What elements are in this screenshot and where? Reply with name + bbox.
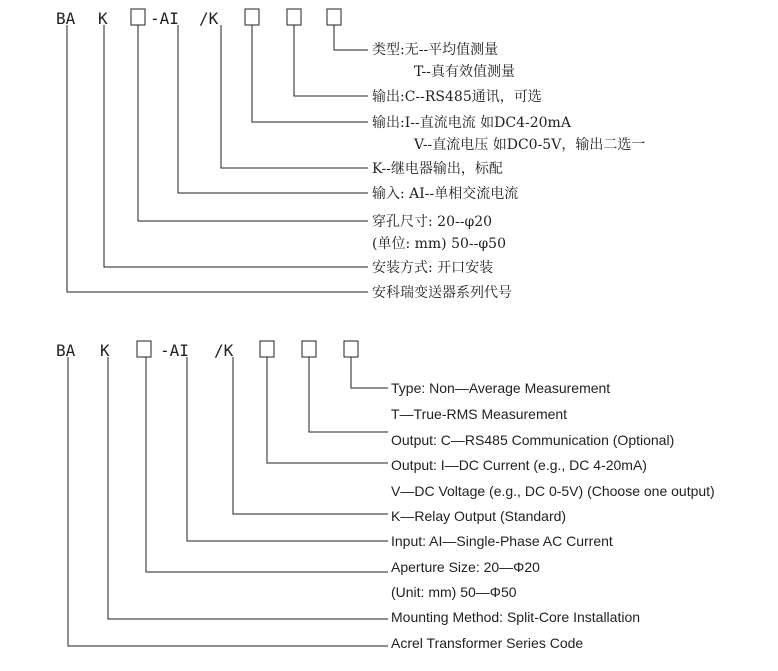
en-leader-series (68, 357, 388, 646)
en-leader-type (351, 357, 388, 388)
cn-desc-relay: K--继电器输出，标配 (372, 161, 503, 177)
en-desc-relay: K—Relay Output (Standard) (391, 508, 567, 524)
en-desc-type-rms: T—True-RMS Measurement (391, 406, 568, 422)
cn-desc-series: 安科瑞变送器系列代号 (372, 285, 512, 301)
cn-leader-type (334, 25, 368, 50)
en-leader-comm (309, 357, 388, 432)
cn-code-box-comm (287, 9, 301, 25)
en-desc-output-current: Output: I—DC Current (e.g., DC 4-20mA) (391, 457, 647, 473)
en-desc-comm: Output: C—RS485 Communication (Optional) (391, 432, 675, 448)
en-code-box-type (344, 341, 358, 357)
cn-code-ai: -AI (150, 9, 179, 28)
cn-desc-aperture-unit: (单位: mm) 50--φ50 (372, 236, 506, 252)
en-leader-relay (233, 357, 388, 514)
cn-desc-type: 类型:无--平均值测量 (372, 42, 499, 58)
cn-leader-aperture (138, 25, 368, 221)
en-desc-mounting: Mounting Method: Split-Core Installation (391, 609, 641, 625)
en-diagram (56, 341, 715, 651)
cn-diagram (56, 9, 645, 301)
cn-code-k-slash: /K (199, 9, 219, 28)
cn-code-ba: BA (56, 9, 76, 28)
cn-desc-comm: 输出:C--RS485通讯，可选 (372, 89, 542, 105)
cn-leader-comm (294, 25, 368, 96)
cn-leader-output (252, 25, 368, 122)
cn-code-box-output (245, 9, 259, 25)
cn-leader-series (67, 25, 368, 292)
cn-desc-output-current: 输出:I--直流电流 如DC4-20mA (372, 115, 571, 131)
en-desc-aperture-unit: (Unit: mm) 50—Φ50 (391, 584, 517, 600)
cn-leader-mounting (104, 25, 368, 267)
en-leader-mounting (108, 357, 388, 619)
cn-code-box-type (327, 9, 341, 25)
cn-desc-mounting: 安装方式: 开口安装 (372, 260, 494, 276)
en-desc-type: Type: Non—Average Measurement (391, 380, 611, 396)
en-code-box-comm (302, 341, 316, 357)
en-code-k: K (100, 341, 110, 360)
en-desc-output-voltage: V—DC Voltage (e.g., DC 0-5V) (Choose one output) (391, 483, 715, 499)
cn-desc-input: 输入: AI--单相交流电流 (372, 186, 519, 202)
en-code-box-aperture (137, 341, 151, 357)
en-code-ai: -AI (160, 341, 189, 360)
cn-desc-type-rms: T--真有效值测量 (414, 64, 515, 80)
en-desc-input: Input: AI—Single-Phase AC Current (391, 533, 613, 549)
cn-desc-output-voltage: V--直流电压 如DC0-5V，输出二选一 (414, 137, 646, 153)
en-desc-aperture: Aperture Size: 20—Φ20 (391, 559, 540, 575)
en-desc-series: Acrel Transformer Series Code (391, 635, 584, 651)
en-code-box-output (260, 341, 274, 357)
cn-code-k: K (98, 9, 108, 28)
cn-code-box-aperture (131, 9, 145, 25)
en-leader-input (187, 357, 388, 541)
en-code-ba: BA (56, 341, 76, 360)
cn-desc-aperture: 穿孔尺寸: 20--φ20 (372, 214, 493, 230)
en-code-k-slash: /K (214, 341, 234, 360)
en-leader-output (267, 357, 388, 463)
